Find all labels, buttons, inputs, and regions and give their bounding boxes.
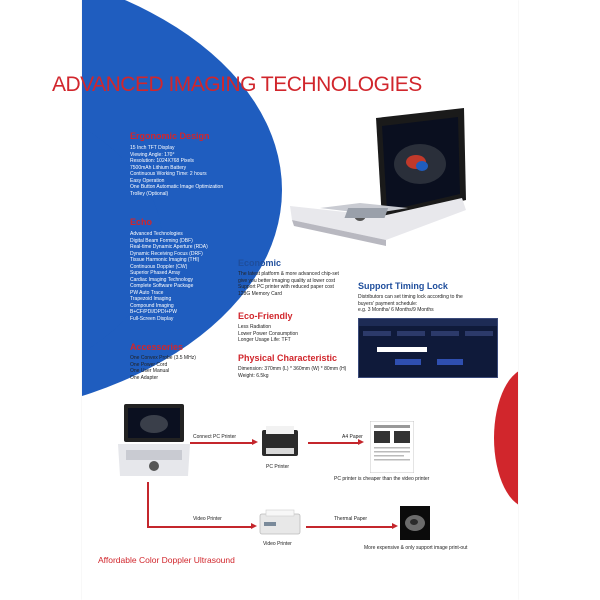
ergonomic-item: Trolley (Optional) — [130, 190, 169, 197]
eco-friendly-item: Less Radiation — [238, 324, 272, 330]
video-printer-arrow-label: Video Printer — [193, 516, 222, 522]
red-arc-accent — [494, 368, 518, 508]
echo-item: Compound Imaging — [130, 302, 174, 309]
echo-list — [130, 231, 208, 322]
flow-line-video — [147, 526, 251, 528]
timing-lock-dialog-image — [359, 319, 497, 377]
ergonomic-item: One Button Automatic Image Optimization — [130, 184, 224, 190]
echo-item: Real-time Dynamic Aperture (RDA) — [130, 244, 208, 250]
ergonomic-item: Viewing Angle: 170° — [130, 151, 175, 158]
flow-line-thermal — [306, 526, 392, 528]
arrow-icon — [252, 439, 258, 445]
physical-list — [238, 366, 346, 379]
video-printer-label: Video Printer — [263, 541, 292, 547]
ergonomic-item: 15 Inch TFT Display — [130, 145, 175, 151]
accessories-item: One Adapter — [130, 374, 159, 381]
ergonomic-item: 7500mAh Lithium Battery — [130, 164, 187, 171]
echo-item: B+CF/PDI/DPDI+PW — [130, 309, 177, 315]
echo-item: Trapezoid Imaging — [130, 296, 172, 302]
echo-item: Continuous Doppler (CW) — [130, 263, 188, 270]
a4-paper-label: A4 Paper — [342, 434, 363, 440]
pc-printer-note: PC printer is cheaper than the video printer — [334, 476, 430, 482]
physical-heading: Physical Characteristic — [238, 353, 338, 363]
echo-item: Digital Beam Forming (DBF) — [130, 237, 193, 244]
echo-item: Complete Software Package — [130, 283, 194, 289]
timing-lock-list — [358, 294, 463, 314]
economic-list — [238, 271, 339, 297]
economic-heading: Economic — [238, 258, 282, 268]
thermal-printout-image — [400, 506, 430, 540]
accessories-item: One Convex Probe (3.5 MHz) — [130, 355, 196, 361]
footer-tagline: Affordable Color Doppler Ultrasound — [98, 555, 235, 565]
eco-friendly-list — [238, 324, 298, 344]
echo-item: Cardiac Imaging Technology — [130, 276, 194, 283]
flow-line-vertical — [147, 482, 149, 527]
eco-friendly-item: Lower Power Consumption — [238, 330, 299, 337]
echo-item: PW Auto Trace — [130, 289, 164, 296]
echo-item: Tissue Harmonic Imaging (THI) — [130, 257, 200, 263]
pc-printer-label: PC Printer — [266, 464, 290, 470]
arrow-icon — [251, 523, 257, 529]
ergonomic-list — [130, 145, 223, 197]
connect-pc-label: Connect PC Printer — [193, 434, 237, 440]
video-printer-image — [258, 508, 302, 536]
echo-item: Full-Screen Display — [130, 315, 174, 322]
physical-item: Dimension: 370mm (L) * 360mm (W) * 80mm (H) — [238, 366, 347, 372]
timing-lock-heading: Support Timing Lock — [358, 281, 448, 291]
ergonomic-heading: Ergonomic Design — [130, 131, 210, 141]
timing-lock-item: e.g. 3 Months/ 6 Months/9 Months — [358, 307, 434, 313]
ultrasound-laptop-image — [290, 104, 470, 254]
ultrasound-device-image — [118, 404, 190, 482]
economic-item: The latest platform & more advanced chip-set — [238, 271, 339, 277]
flow-line-connect-pc — [190, 442, 252, 444]
economic-item: 128G Memory Card — [238, 290, 282, 297]
accessories-item: One Power Cord — [130, 361, 168, 368]
echo-item: Advanced Technologies — [130, 231, 183, 237]
echo-item: Superior Phased Array — [130, 270, 181, 276]
physical-item: Weight: 6.5kg — [238, 372, 269, 379]
a4-printout-image — [370, 421, 414, 473]
accessories-list — [130, 355, 196, 381]
echo-heading: Echo — [130, 217, 153, 227]
page-title: ADVANCED IMAGING TECHNOLOGIES — [52, 73, 422, 96]
thermal-paper-label: Thermal Paper — [334, 516, 368, 522]
timing-lock-screenshot — [358, 318, 498, 378]
video-printer-note: More expensive & only support image print-out — [364, 545, 468, 551]
timing-lock-item: buyers' payment schedule: — [358, 300, 418, 307]
flow-line-a4 — [308, 442, 358, 444]
ergonomic-item: Continuous Working Time: 2 hours — [130, 171, 207, 177]
eco-friendly-heading: Eco-Friendly — [238, 311, 293, 321]
accessories-item: One User Manual — [130, 368, 170, 374]
ergonomic-item: Resolution: 1024X768 Pixels — [130, 158, 194, 164]
ergonomic-item: Easy Operation — [130, 177, 165, 184]
eco-friendly-item: Longer Usage Life: TFT — [238, 337, 291, 343]
economic-item: give you better imaging quality at lower cost — [238, 277, 335, 284]
accessories-heading: Accessories — [130, 342, 184, 352]
economic-item: Support PC printer with reduced paper cost — [238, 284, 334, 290]
echo-item: Dynamic Receiving Focus (DRF) — [130, 250, 203, 257]
pc-printer-image — [260, 424, 300, 460]
arrow-icon — [392, 523, 398, 529]
timing-lock-item: Distributors can set timing lock according to the — [358, 294, 463, 300]
